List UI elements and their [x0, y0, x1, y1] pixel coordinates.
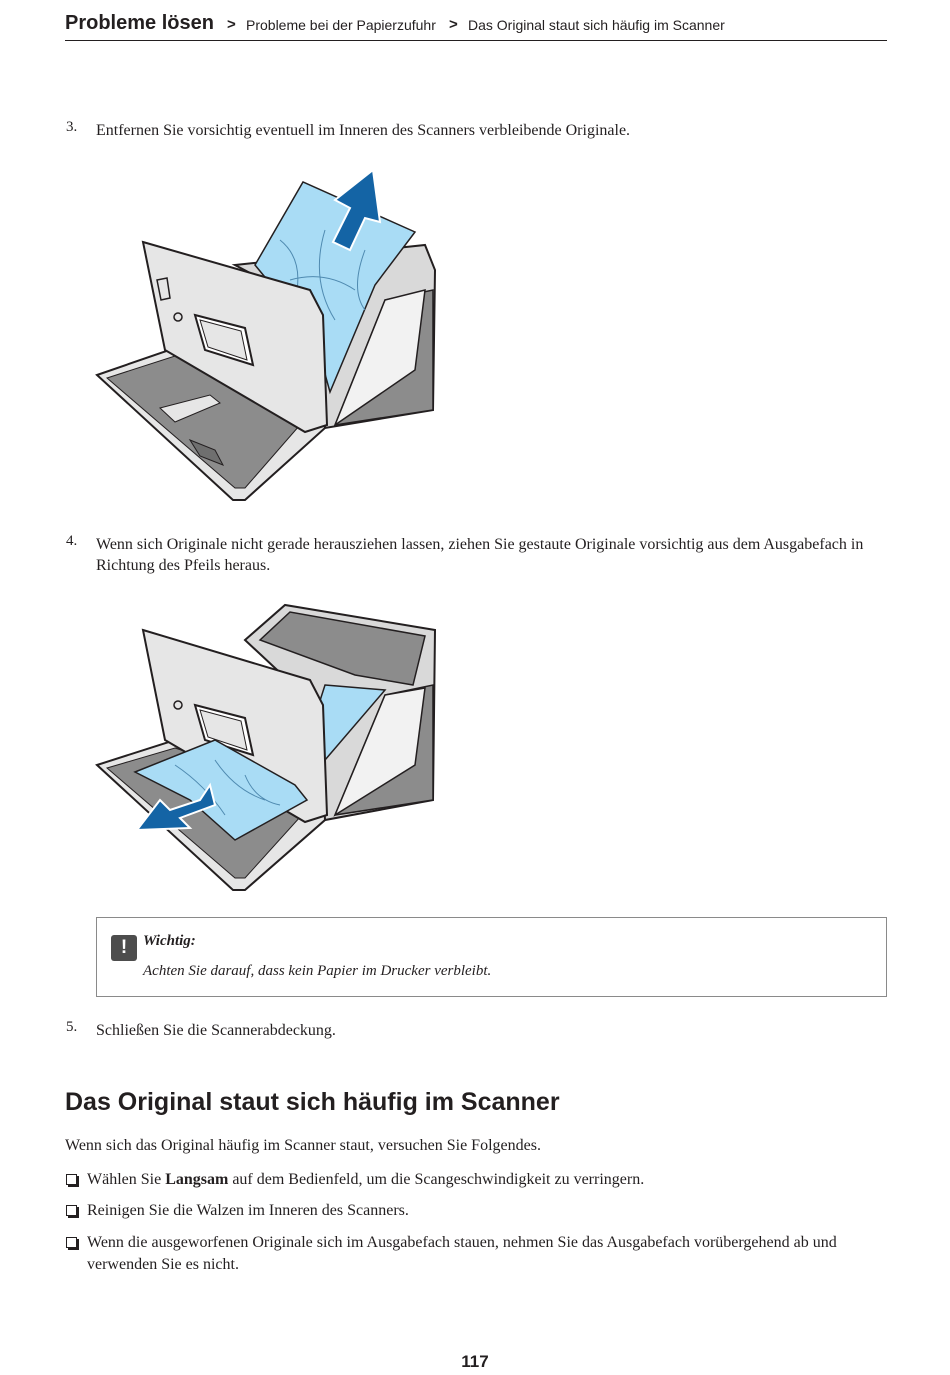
step-number: 5.: [66, 1019, 78, 1035]
warning-icon: !: [111, 935, 137, 961]
checkbox-bullet-icon: [66, 1174, 77, 1185]
section-heading: Das Original staut sich häufig im Scanner: [65, 1088, 560, 1116]
breadcrumb-current[interactable]: Das Original staut sich häufig im Scanner: [468, 17, 725, 33]
note-text: Achten Sie darauf, dass kein Papier im Drucker verbleibt.: [143, 963, 492, 979]
scanner-illustration-remove-paper: [95, 170, 440, 505]
breadcrumb: [65, 10, 887, 41]
important-note: [96, 917, 887, 997]
checkbox-bullet-icon: [66, 1237, 77, 1248]
breadcrumb-subsection[interactable]: Probleme bei der Papierzufuhr: [246, 17, 436, 33]
breadcrumb-section[interactable]: Probleme lösen: [65, 12, 214, 34]
scanner-illustration-pull-output: [95, 600, 440, 895]
list-item: Wenn die ausgeworfenen Originale sich im Ausgabefach stauen, nehmen Sie das Ausgabefach vorübergehend ab und verwenden Sie es nicht.: [66, 1232, 876, 1276]
step-text: Entfernen Sie vorsichtig eventuell im Inneren des Scanners verbleibende Originale.: [96, 122, 631, 139]
breadcrumb-separator: >: [449, 16, 458, 33]
step-text: Wenn sich Originale nicht gerade herausziehen lassen, ziehen Sie gestaute Originale vorsichtig aus dem Ausgabefach in Richtung des Pfeils heraus.: [96, 536, 864, 574]
step-number: 3.: [66, 119, 78, 135]
note-title: Wichtig:: [143, 933, 196, 949]
section-intro: Wenn sich das Original häufig im Scanner staut, versuchen Sie Folgendes.: [65, 1137, 541, 1154]
step-text: Schließen Sie die Scannerabdeckung.: [96, 1022, 336, 1039]
page-number: 117: [461, 1352, 489, 1371]
breadcrumb-separator: >: [227, 16, 236, 33]
checkbox-bullet-icon: [66, 1205, 77, 1216]
list-item: Wählen Sie Langsam auf dem Bedienfeld, um die Scangeschwindigkeit zu verringern.: [66, 1169, 876, 1191]
step-number: 4.: [66, 533, 78, 549]
list-item: Reinigen Sie die Walzen im Inneren des Scanners.: [66, 1200, 876, 1222]
menu-option-term: Langsam: [165, 1171, 229, 1188]
